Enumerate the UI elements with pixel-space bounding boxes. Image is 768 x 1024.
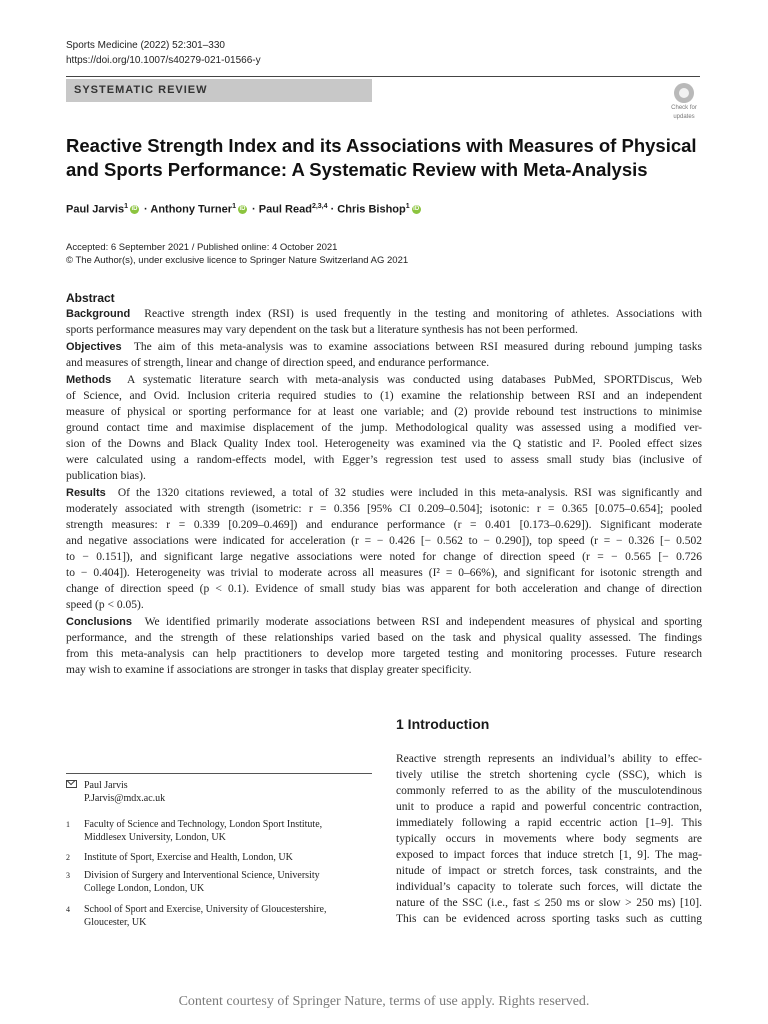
affiliation [66,851,372,865]
doi-link[interactable]: https://doi.org/10.1007/s40279-021-01566-y [66,55,261,66]
abstract-line: moderately associated with strength (isometric: r = 0.356 [95% CI 0.209–0.504]; isotonic: r = 0.365 [0.075–0.654]; pooled [66,503,702,515]
intro-line: immediately following a rapid eccentric action [1–9]. This [396,817,702,829]
abstract-heading: Abstract [66,291,115,305]
intro-line: tively utilise the stretch shortening cycle (SSC), which is [396,769,702,781]
conclusions-label: Conclusions [66,616,133,628]
publication-dates: Accepted: 6 September 2021 / Published online: 4 October 2021 [66,242,338,253]
author-affiliation: 1 [232,203,236,210]
abstract-line [66,614,702,630]
abstract-line: ground contact time and maximise displacement of the jump. Methodological quality was assessed using a modified ver- [66,422,702,434]
orcid-icon[interactable]: iD [131,206,138,213]
abstract-line [66,372,702,388]
abstract-line: of Science, and Ovid. Inclusion criteria required studies to (1) examine the relationship between RSI and an independent [66,390,702,402]
envelope-icon [66,779,77,792]
courtesy-footer: Content courtesy of Springer Nature, terms of use apply. Rights reserved. [178,994,590,1009]
abstract-text: The aim of this meta-analysis was to examine associations between RSI measured during rebound jumping tasks [133,341,702,353]
intro-line: commonly referred to as the ability of the musculotendinous [396,785,702,797]
badge-line-1: Check for [671,105,697,111]
abstract-line: to − 0.151]), and significant large negative associations were noted for change of direction speed (r = − 0.565 [− 0.726 [66,551,702,563]
author-affiliation: 2,3,4 [311,203,328,210]
abstract-line: from this meta-analysis can help practitioners to develop more targeted testing and monitoring processes. Future research [66,648,702,660]
abstract-line: speed (p < 0.05). [66,599,144,611]
correspondence-name: Paul Jarvis [84,780,128,791]
article-title [66,134,706,182]
affiliation [66,869,372,897]
orcid-icon[interactable]: iD [413,206,420,213]
abstract-line: measure of physical or sporting performance for at least one variable; and (2) provide rebound test instructions to minimise [66,406,702,418]
abstract-line: change of direction speed (p < 0.1). Evidence of small study bias was apparent for both acceleration and change of direction [66,583,702,595]
methods-label: Methods [66,374,112,386]
header-rule [66,76,700,77]
orcid-icon[interactable]: iD [239,206,246,213]
affiliation-text: Middlesex University, London, UK [84,832,226,843]
author-name[interactable]: Anthony Turner [150,203,233,216]
affiliation-number: 1 [66,820,70,829]
abstract-line: strength measures: r = 0.339 [0.209–0.469]) and endurance performance (r = 0.401 [0.173–0.629]). Significant moderate [66,519,702,531]
intro-line: This can be evidenced across sporting tasks such as cutting [396,913,702,925]
introduction-heading: 1 Introduction [396,716,490,732]
affiliation-number: 2 [66,853,70,862]
intro-line: unit to produce a rapid and powerful concentric contraction, [396,801,702,813]
abstract-text: Of the 1320 citations reviewed, a total of 32 studies were included in this meta-analysis. RSI was significantly and [117,487,702,499]
author-list: Paul Jarvis$^1$ iD · Anthony Turner$^1$ iD · Paul Read$^{2,3,4}$ · Chris Bishop$^1$ iD [66,203,420,216]
affiliation-text: Institute of Sport, Exercise and Health, London, UK [84,852,293,863]
abstract-line: to − 0.404]). Heterogeneity was trivial to moderate across all measures (I² = 0–66%), and significant for isotonic strength and [66,567,702,579]
results-label: Results [66,487,106,499]
author-affiliation: 1 [124,203,128,210]
author-name[interactable]: Paul Read [258,203,312,216]
affiliation-number: 4 [66,905,70,914]
abstract-text: Reactive strength index (RSI) is used frequently in the testing and monitoring of athletes. Associations with [144,308,702,320]
author-name[interactable]: Chris Bishop [337,203,406,216]
check-for-updates-badge[interactable] [666,83,702,123]
abstract-line [66,485,702,501]
journal-citation: Sports Medicine (2022) 52:301–330 [66,40,225,51]
affiliation-number: 3 [66,871,70,880]
abstract-line: publication bias). [66,470,146,482]
affiliation-text: Gloucester, UK [84,917,147,928]
badge-line-2: updates [673,114,695,120]
intro-line: exposed to impact forces that induce stretch [1, 9]. The mag- [396,849,702,861]
affiliation-text: Faculty of Science and Technology, London Sport Institute, [84,819,323,830]
title-line-1: Reactive Strength Index and its Associations with Measures of Physical [66,135,697,156]
affiliation-text: Division of Surgery and Interventional Science, University [84,870,320,881]
abstract-text: We identified primarily moderate associations between RSI and independent measures of physical and sporting [144,616,703,628]
article-type-banner [66,79,372,102]
intro-line: nature of the SSC (i.e., fast ≤ 250 ms or slow > 250 ms) [10]. [396,897,702,909]
abstract-line [66,339,702,355]
affiliation-text: School of Sport and Exercise, University of Gloucestershire, [84,904,327,915]
abstract-line: performance, and the strength of these relationships varied based on the task and physical quality assessed. The findings [66,632,702,644]
copyright-notice: © The Author(s), under exclusive licence to Springer Nature Switzerland AG 2021 [66,255,409,266]
intro-line: nitude of impact or stretch forces, task constraints, and the [396,865,702,877]
intro-line: typically occurs in movements where body segments are [396,833,702,845]
affiliation [66,818,372,846]
intro-line: Reactive strength represents an individual’s ability to effec- [396,753,702,765]
footnote-rule [66,773,372,774]
author-name[interactable]: Paul Jarvis [66,203,125,216]
abstract-line: and measures of strength, linear and change of direction speed, and endurance performance. [66,357,490,369]
background-label: Background [66,308,131,320]
abstract-line: and negative associations were indicated for acceleration (r = − 0.426 [− 0.562 to − 0.290]), top speed (r = − 0.326 [− 0.502 [66,535,702,547]
abstract-line: sports performance measures may vary dependent on the task but a literature synthesis has not been performed. [66,324,578,336]
check-updates-icon [674,83,694,103]
correspondence [66,779,372,807]
intro-line: individual’s capacity to tolerate such forces, will dictate the [396,881,702,893]
author-affiliation: 1 [405,203,410,210]
affiliation [66,903,372,931]
correspondence-email[interactable]: P.Jarvis@mdx.ac.uk [84,793,166,804]
affiliation-text: College London, London, UK [84,883,205,894]
abstract-line: sion of the Downs and Black Quality Index tool. Heterogeneity was examined via the Q statistic and I². Pooled effect sizes [66,438,702,450]
abstract-line: may wish to examine if associations are stronger in tasks that display greater specificity. [66,664,472,676]
abstract-text: A systematic literature search with meta-analysis was conducted using databases PubMed, SPORTDiscus, Web [127,374,702,386]
article-type-label: SYSTEMATIC REVIEW [74,84,208,96]
abstract-line: were calculated using a random-effects model, with Egger’s regression test used to assess small study bias (inclusive of [66,454,702,466]
title-line-2: and Sports Performance: A Systematic Review with Meta-Analysis [66,159,648,180]
abstract-line [66,306,702,322]
objectives-label: Objectives [66,341,122,353]
